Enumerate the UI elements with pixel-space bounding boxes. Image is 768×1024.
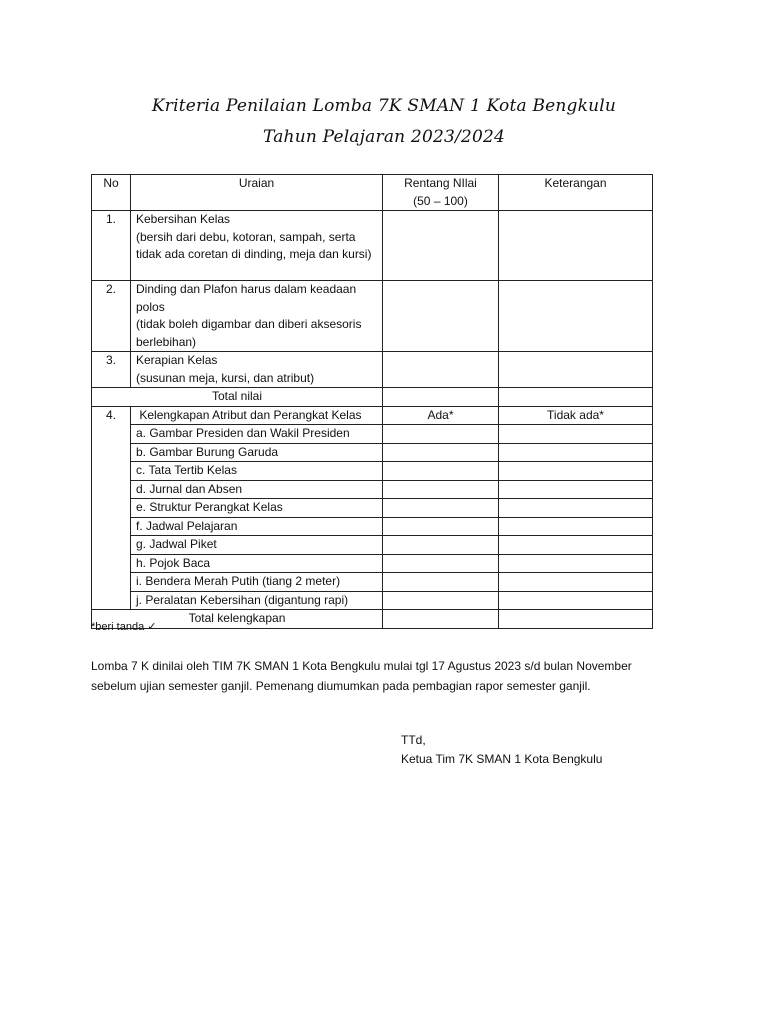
table-row [92, 211, 653, 281]
tidak-ada-cell[interactable] [499, 554, 653, 573]
rentang-nilai-cell[interactable] [383, 281, 499, 352]
document-title: Kriteria Penilaian Lomba 7K SMAN 1 Kota Bengkulu [151, 96, 617, 116]
tidak-ada-cell[interactable] [499, 480, 653, 499]
item-label: b. Gambar Burung Garuda [131, 443, 383, 462]
list-item [92, 573, 653, 592]
ada-cell[interactable] [383, 462, 499, 481]
row-uraian-detail: (tidak boleh digambar dan diberi aksesoris berlebihan) [136, 317, 362, 349]
row-uraian-title: Dinding dan Plafon harus dalam keadaan polos [136, 282, 357, 314]
signature-ttd: TTd, [401, 733, 426, 747]
table-row [92, 281, 653, 352]
rentang-nilai-cell[interactable] [383, 211, 499, 281]
table-header-row [92, 175, 653, 211]
item-label: f. Jadwal Pelajaran [131, 517, 383, 536]
ada-cell[interactable] [383, 573, 499, 592]
total-nilai-keterangan-cell[interactable] [499, 388, 653, 407]
tidak-ada-cell[interactable] [499, 573, 653, 592]
tidak-ada-cell[interactable] [499, 443, 653, 462]
header-uraian: Uraian [131, 175, 383, 211]
ada-cell[interactable] [383, 425, 499, 444]
header-ada: Ada* [383, 406, 499, 425]
rentang-nilai-cell[interactable] [383, 352, 499, 388]
ada-cell[interactable] [383, 443, 499, 462]
signature-title: Ketua Tim 7K SMAN 1 Kota Bengkulu [401, 752, 603, 766]
header-rentang-line2: (50 – 100) [413, 193, 468, 208]
header-keterangan: Keterangan [499, 175, 653, 211]
checkmark-note: *beri tanda ✓ [91, 621, 157, 633]
item-label: i. Bendera Merah Putih (tiang 2 meter) [131, 573, 383, 592]
item-label: d. Jurnal dan Absen [131, 480, 383, 499]
item-label: g. Jadwal Piket [131, 536, 383, 555]
row-number: 1. [92, 211, 131, 281]
list-item [92, 480, 653, 499]
row-number: 3. [92, 352, 131, 388]
criteria-table [91, 174, 653, 629]
item-label: a. Gambar Presiden dan Wakil Presiden [131, 425, 383, 444]
tidak-ada-cell[interactable] [499, 499, 653, 518]
keterangan-cell[interactable] [499, 281, 653, 352]
ada-cell[interactable] [383, 536, 499, 555]
section-4-header-row [92, 406, 653, 425]
list-item [92, 554, 653, 573]
ada-cell[interactable] [383, 591, 499, 610]
list-item [92, 536, 653, 555]
header-rentang-nilai [383, 175, 499, 211]
row-uraian [131, 352, 383, 388]
ada-cell[interactable] [383, 517, 499, 536]
section-4-label-text: Kelengkapan Atribut dan Perangkat Kelas [139, 407, 362, 422]
header-rentang-line1: Rentang NIlai [404, 176, 477, 190]
row-uraian-detail: (bersih dari debu, kotoran, sampah, serta tidak ada coretan di dinding, meja dan kursi) [136, 229, 372, 261]
total-ada-cell[interactable] [383, 610, 499, 629]
total-kelengkapan-label: Total kelengkapan [92, 610, 383, 629]
item-label: j. Peralatan Kebersihan (digantung rapi) [131, 591, 383, 610]
row-uraian-title: Kerapian Kelas [136, 353, 218, 367]
tidak-ada-cell[interactable] [499, 536, 653, 555]
row-number: 4. [92, 406, 131, 610]
list-item [92, 425, 653, 444]
ada-cell[interactable] [383, 480, 499, 499]
list-item [92, 443, 653, 462]
tidak-ada-cell[interactable] [499, 462, 653, 481]
total-tidak-ada-cell[interactable] [499, 610, 653, 629]
tidak-ada-cell[interactable] [499, 425, 653, 444]
total-nilai-cell[interactable] [383, 388, 499, 407]
row-uraian [131, 281, 383, 352]
keterangan-cell[interactable] [499, 352, 653, 388]
item-label: c. Tata Tertib Kelas [131, 462, 383, 481]
row-uraian-detail: (susunan meja, kursi, dan atribut) [136, 370, 315, 385]
item-label: e. Struktur Perangkat Kelas [131, 499, 383, 518]
tidak-ada-cell[interactable] [499, 517, 653, 536]
ada-cell[interactable] [383, 554, 499, 573]
item-label: h. Pojok Baca [131, 554, 383, 573]
row-uraian [131, 211, 383, 281]
list-item [92, 517, 653, 536]
section-4-label [131, 406, 383, 425]
signature-block [401, 731, 602, 769]
header-tidak-ada: Tidak ada* [499, 406, 653, 425]
total-kelengkapan-row [92, 610, 653, 629]
row-number: 2. [92, 281, 131, 352]
keterangan-cell[interactable] [499, 211, 653, 281]
list-item [92, 591, 653, 610]
document-subtitle: Tahun Pelajaran 2023/2024 [263, 127, 505, 147]
list-item [92, 499, 653, 518]
total-nilai-label: Total nilai [92, 388, 383, 407]
competition-description: Lomba 7 K dinilai oleh TIM 7K SMAN 1 Kota Bengkulu mulai tgl 17 Agustus 2023 s/d bulan November sebelum ujian semester ganjil. Pemenang diumumkan pada pembagian rapor semester ganjil. [91, 659, 632, 693]
ada-cell[interactable] [383, 499, 499, 518]
row-uraian-title: Kebersihan Kelas [136, 212, 231, 226]
tidak-ada-cell[interactable] [499, 591, 653, 610]
list-item [92, 462, 653, 481]
header-no: No [92, 175, 131, 211]
total-nilai-row [92, 388, 653, 407]
table-row [92, 352, 653, 388]
